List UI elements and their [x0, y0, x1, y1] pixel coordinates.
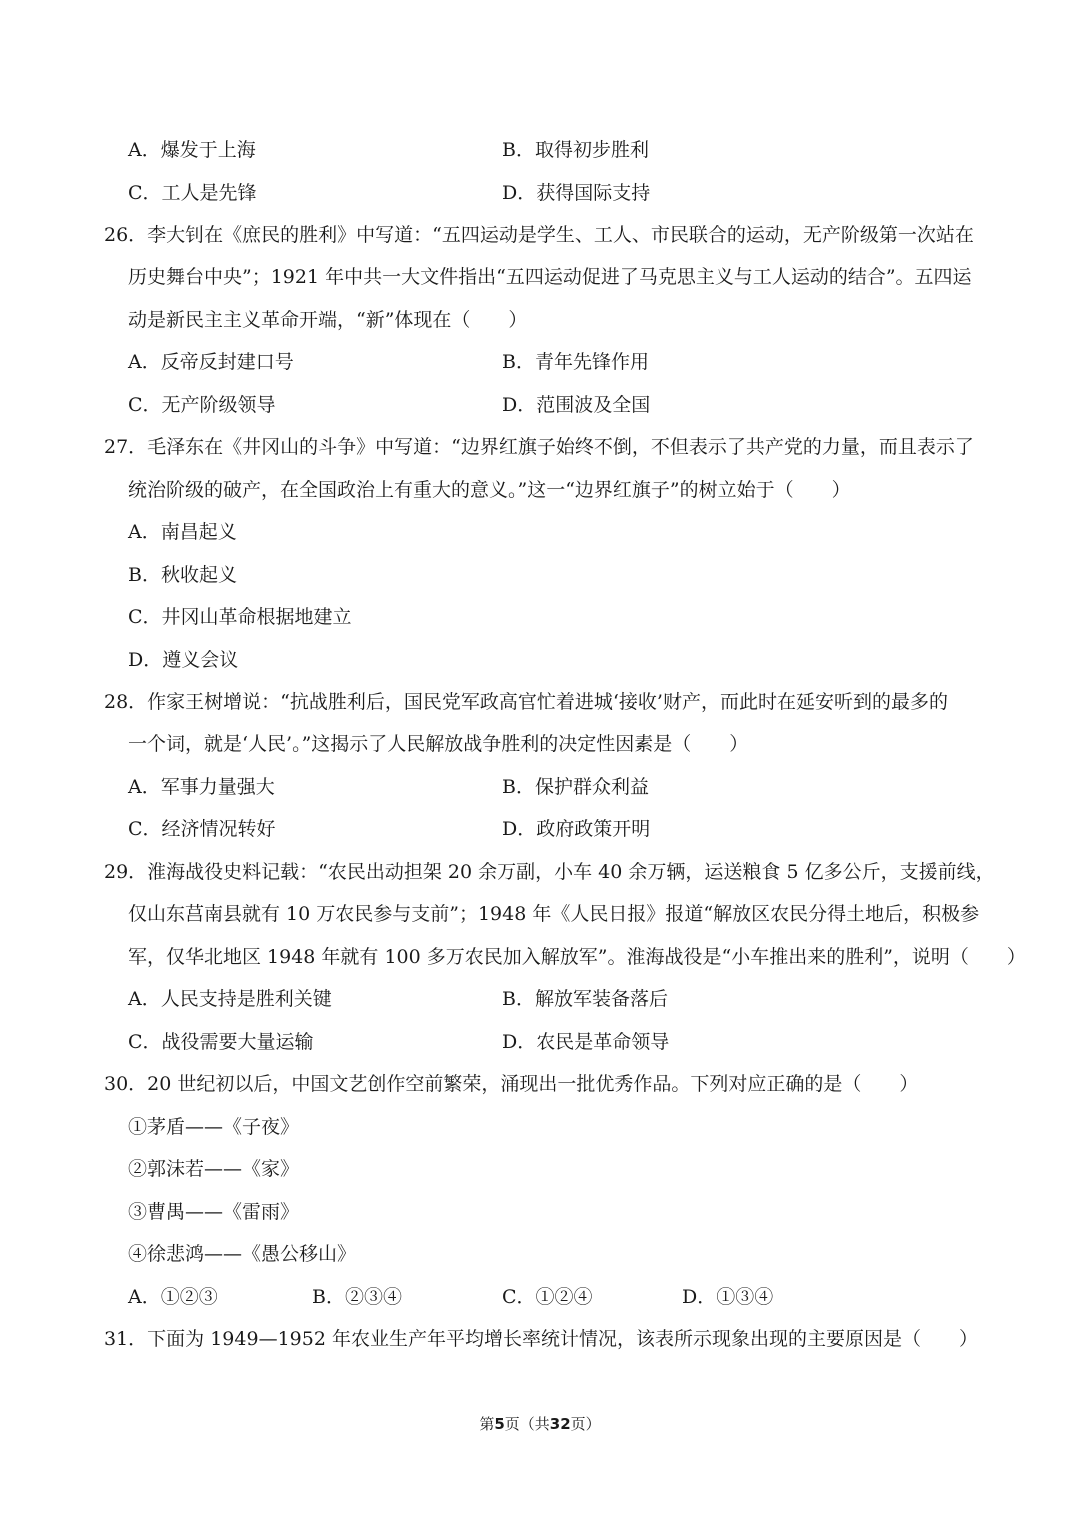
list-item: ①茅盾——《子夜》 [128, 1116, 300, 1138]
list-item: ②郭沫若——《家》 [128, 1158, 300, 1180]
question-text: 29．淮海战役史料记载：“农民出动担架 20 余万副，小车 40 余万辆，运送粮食 5 亿多公斤，支援前线， [104, 861, 995, 883]
question-text: 31．下面为 1949—1952 年农业生产年平均增长率统计情况，该表所示现象出现的主要原因是（ ） [104, 1328, 978, 1350]
footer-middle: 页（共 [504, 1415, 550, 1433]
option-a: A．反帝反封建口号 [128, 351, 294, 373]
option-d: D．获得国际支持 [502, 182, 651, 204]
question-text: 一个词，就是‘人民’。”这揭示了人民解放战争胜利的决定性因素是（ ） [128, 733, 749, 755]
option-c: C．战役需要大量运输 [128, 1031, 314, 1053]
question-text: 历史舞台中央”；1921 年中共一大文件指出“五四运动促进了马克思主义与工人运动的结合”。五四运 [128, 266, 972, 288]
footer-suffix: 页） [570, 1415, 601, 1433]
option-d: D．范围波及全国 [502, 394, 651, 416]
option-c: C．工人是先锋 [128, 182, 257, 204]
question-text: 30．20 世纪初以后，中国文艺创作空前繁荣，涌现出一批优秀作品。下列对应正确的是（ ） [104, 1073, 919, 1095]
question-text: 27．毛泽东在《井冈山的斗争》中写道：“边界红旗子始终不倒，不但表示了共产党的力量，而且表示了 [104, 436, 974, 458]
question-text: 动是新民主主义革命开端，“新”体现在（ ） [128, 309, 528, 331]
option-c: C．经济情况转好 [128, 818, 276, 840]
option-d: D．遵义会议 [128, 649, 239, 671]
option-d: D．①③④ [682, 1286, 774, 1308]
option-b: B．青年先锋作用 [502, 351, 649, 373]
option-b: B．秋收起义 [128, 564, 237, 586]
option-a: A．人民支持是胜利关键 [128, 988, 332, 1010]
option-b: B．解放军装备落后 [502, 988, 668, 1010]
option-a: A．南昌起义 [128, 521, 237, 543]
footer-prefix: 第 [479, 1415, 495, 1433]
option-c: C．无产阶级领导 [128, 394, 276, 416]
total-pages: 32 [549, 1415, 571, 1433]
question-text: 仅山东莒南县就有 10 万农民参与支前”；1948 年《人民日报》报道“解放区农民分得土地后，积极参 [128, 903, 980, 925]
option-c: C．①②④ [502, 1286, 593, 1308]
option-b: B．②③④ [312, 1286, 402, 1308]
question-text: 军，仅华北地区 1948 年就有 100 多万农民加入解放军”。淮海战役是“小车推出来的胜利”，说明（ ） [128, 946, 1026, 968]
option-a: A．爆发于上海 [128, 139, 256, 161]
option-b: B．取得初步胜利 [502, 139, 649, 161]
question-text: 统治阶级的破产，在全国政治上有重大的意义。”这一“边界红旗子”的树立始于（ ） [128, 479, 851, 501]
page-number: 5 [494, 1415, 505, 1433]
option-a: A．军事力量强大 [128, 776, 275, 798]
option-d: D．政府政策开明 [502, 818, 651, 840]
page-footer [0, 1414, 1080, 1434]
option-a: A．①②③ [128, 1286, 218, 1308]
option-d: D．农民是革命领导 [502, 1031, 670, 1053]
list-item: ③曹禺——《雷雨》 [128, 1201, 300, 1223]
question-text: 26．李大钊在《庶民的胜利》中写道：“五四运动是学生、工人、市民联合的运动，无产阶级第一次站在 [104, 224, 974, 246]
option-b: B．保护群众利益 [502, 776, 649, 798]
question-text: 28．作家王树增说：“抗战胜利后，国民党军政高官忙着进城‘接收’财产，而此时在延安听到的最多的 [104, 691, 948, 713]
list-item: ④徐悲鸿——《愚公移山》 [128, 1243, 357, 1265]
option-c: C．井冈山革命根据地建立 [128, 606, 352, 628]
